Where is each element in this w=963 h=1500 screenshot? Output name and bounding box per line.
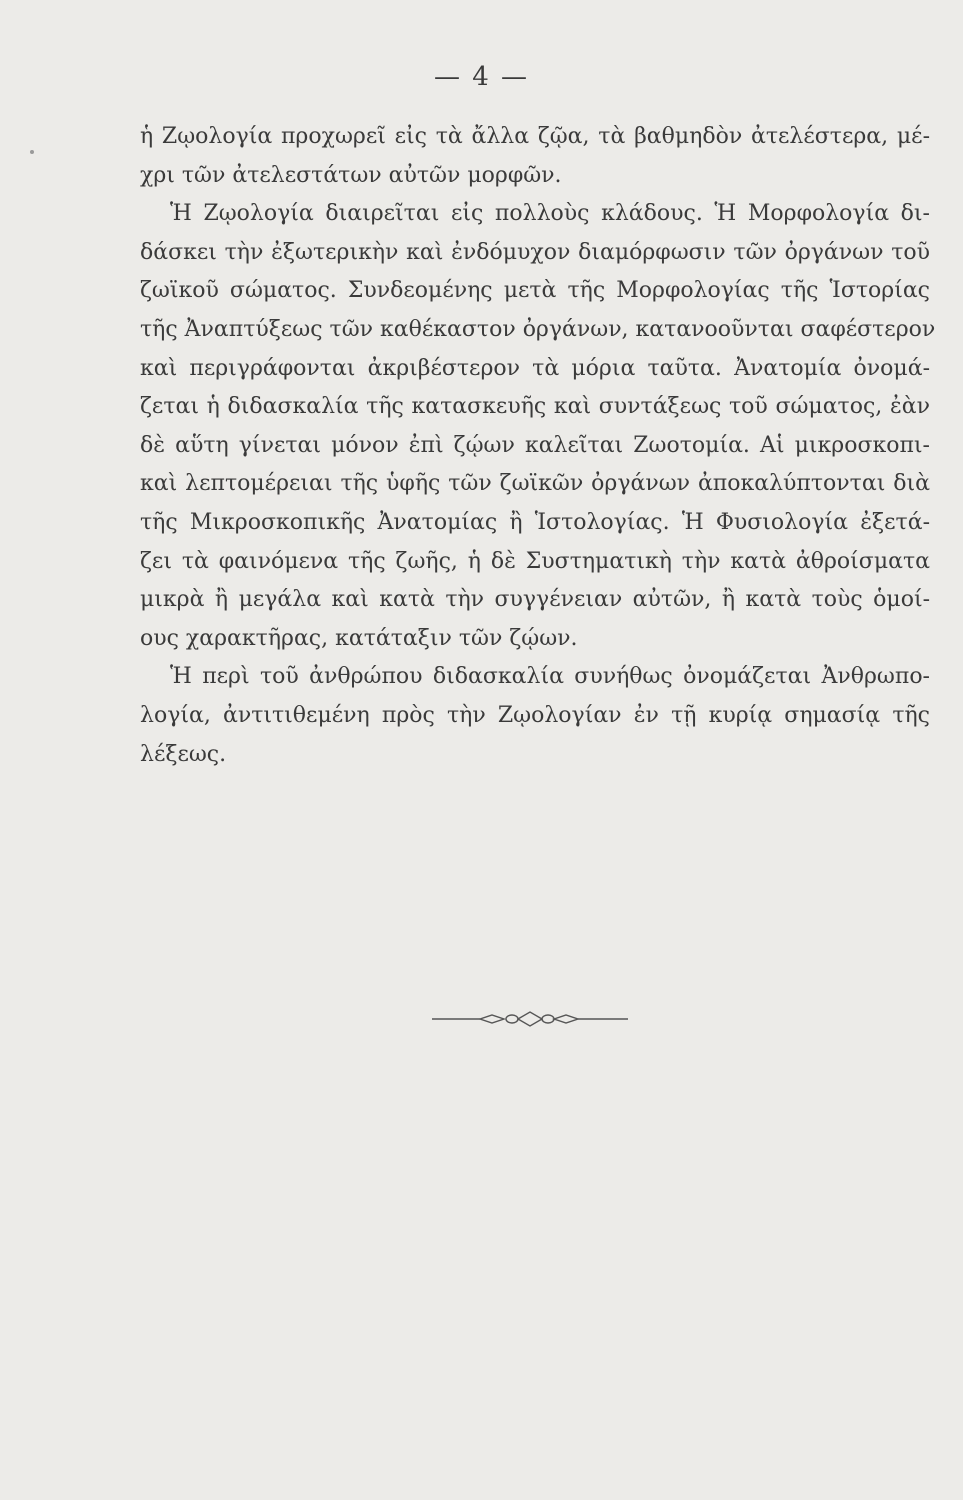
text-line: ἡ Ζῳολογία προχωρεῖ εἰς τὰ ἄλλα ζῷα, τὰ βαθμηδὸν ἀτελέστερα, μέ- [140,124,930,149]
text-line: τῆς Ἀναπτύξεως τῶν καθέκαστον ὀργάνων, κατανοοῦνται σαφέστερον [140,316,936,342]
text-line: Ἡ Ζῳολογία διαιρεῖται εἰς πολλοὺς κλάδους. Ἡ Μορφολογία δι- [170,201,930,227]
text-line: μικρὰ ἢ μεγάλα καὶ κατὰ τὴν συγγένειαν αὐτῶν, ἢ κατὰ τοὺς ὁμοί- [140,587,930,613]
divider-ornament-icon [430,1008,630,1030]
text-line: λογία, ἀντιτιθεμένη πρὸς τὴν Ζῳολογίαν ἐν τῇ κυρίᾳ σημασίᾳ τῆς [140,702,930,728]
text-line: καὶ λεπτομέρειαι τῆς ὑφῆς τῶν ζωϊκῶν ὀργάνων ἀποκαλύπτονται διὰ [140,471,930,497]
text-line: ζει τὰ φαινόμενα τῆς ζωῆς, ἡ δὲ Συστηματικὴ τὴν κατὰ ἀθροίσματα [140,548,930,574]
text-line: ους χαρακτῆρας, κατάταξιν τῶν ζῴων. [140,625,578,651]
text-line: δάσκει τὴν ἐξωτερικὴν καὶ ἐνδόμυχον διαμόρφωσιν τῶν ὀργάνων τοῦ [140,239,930,265]
text-line: χρι τῶν ἀτελεστάτων αὐτῶν μορφῶν. [140,162,562,188]
body-text [140,118,936,774]
page-number: — 4 — [433,62,530,92]
margin-speck [30,150,34,154]
text-line: τῆς Μικροσκοπικῆς Ἀνατομίας ἢ Ἱστολογίας. Ἡ Φυσιολογία ἐξετά- [140,509,930,535]
text-line: ζεται ἡ διδασκαλία τῆς κατασκευῆς καὶ συντάξεως τοῦ σώματος, ἐὰν [140,394,930,420]
text-line: δὲ αὕτη γίνεται μόνον ἐπὶ ζῴων καλεῖται Ζωοτομία. Αἱ μικροσκοπι- [140,432,930,458]
text-line: ζωϊκοῦ σώματος. Συνδεομένης μετὰ τῆς Μορφολογίας τῆς Ἱστορίας [140,278,930,304]
text-line: λέξεως. [140,741,227,767]
text-line: Ἡ περὶ τοῦ ἀνθρώπου διδασκαλία συνήθως ὀνομάζεται Ἀνθρωπο- [170,664,930,690]
text-line: καὶ περιγράφονται ἀκριβέστερον τὰ μόρια ταῦτα. Ἀνατομία ὀνομά- [140,355,930,381]
